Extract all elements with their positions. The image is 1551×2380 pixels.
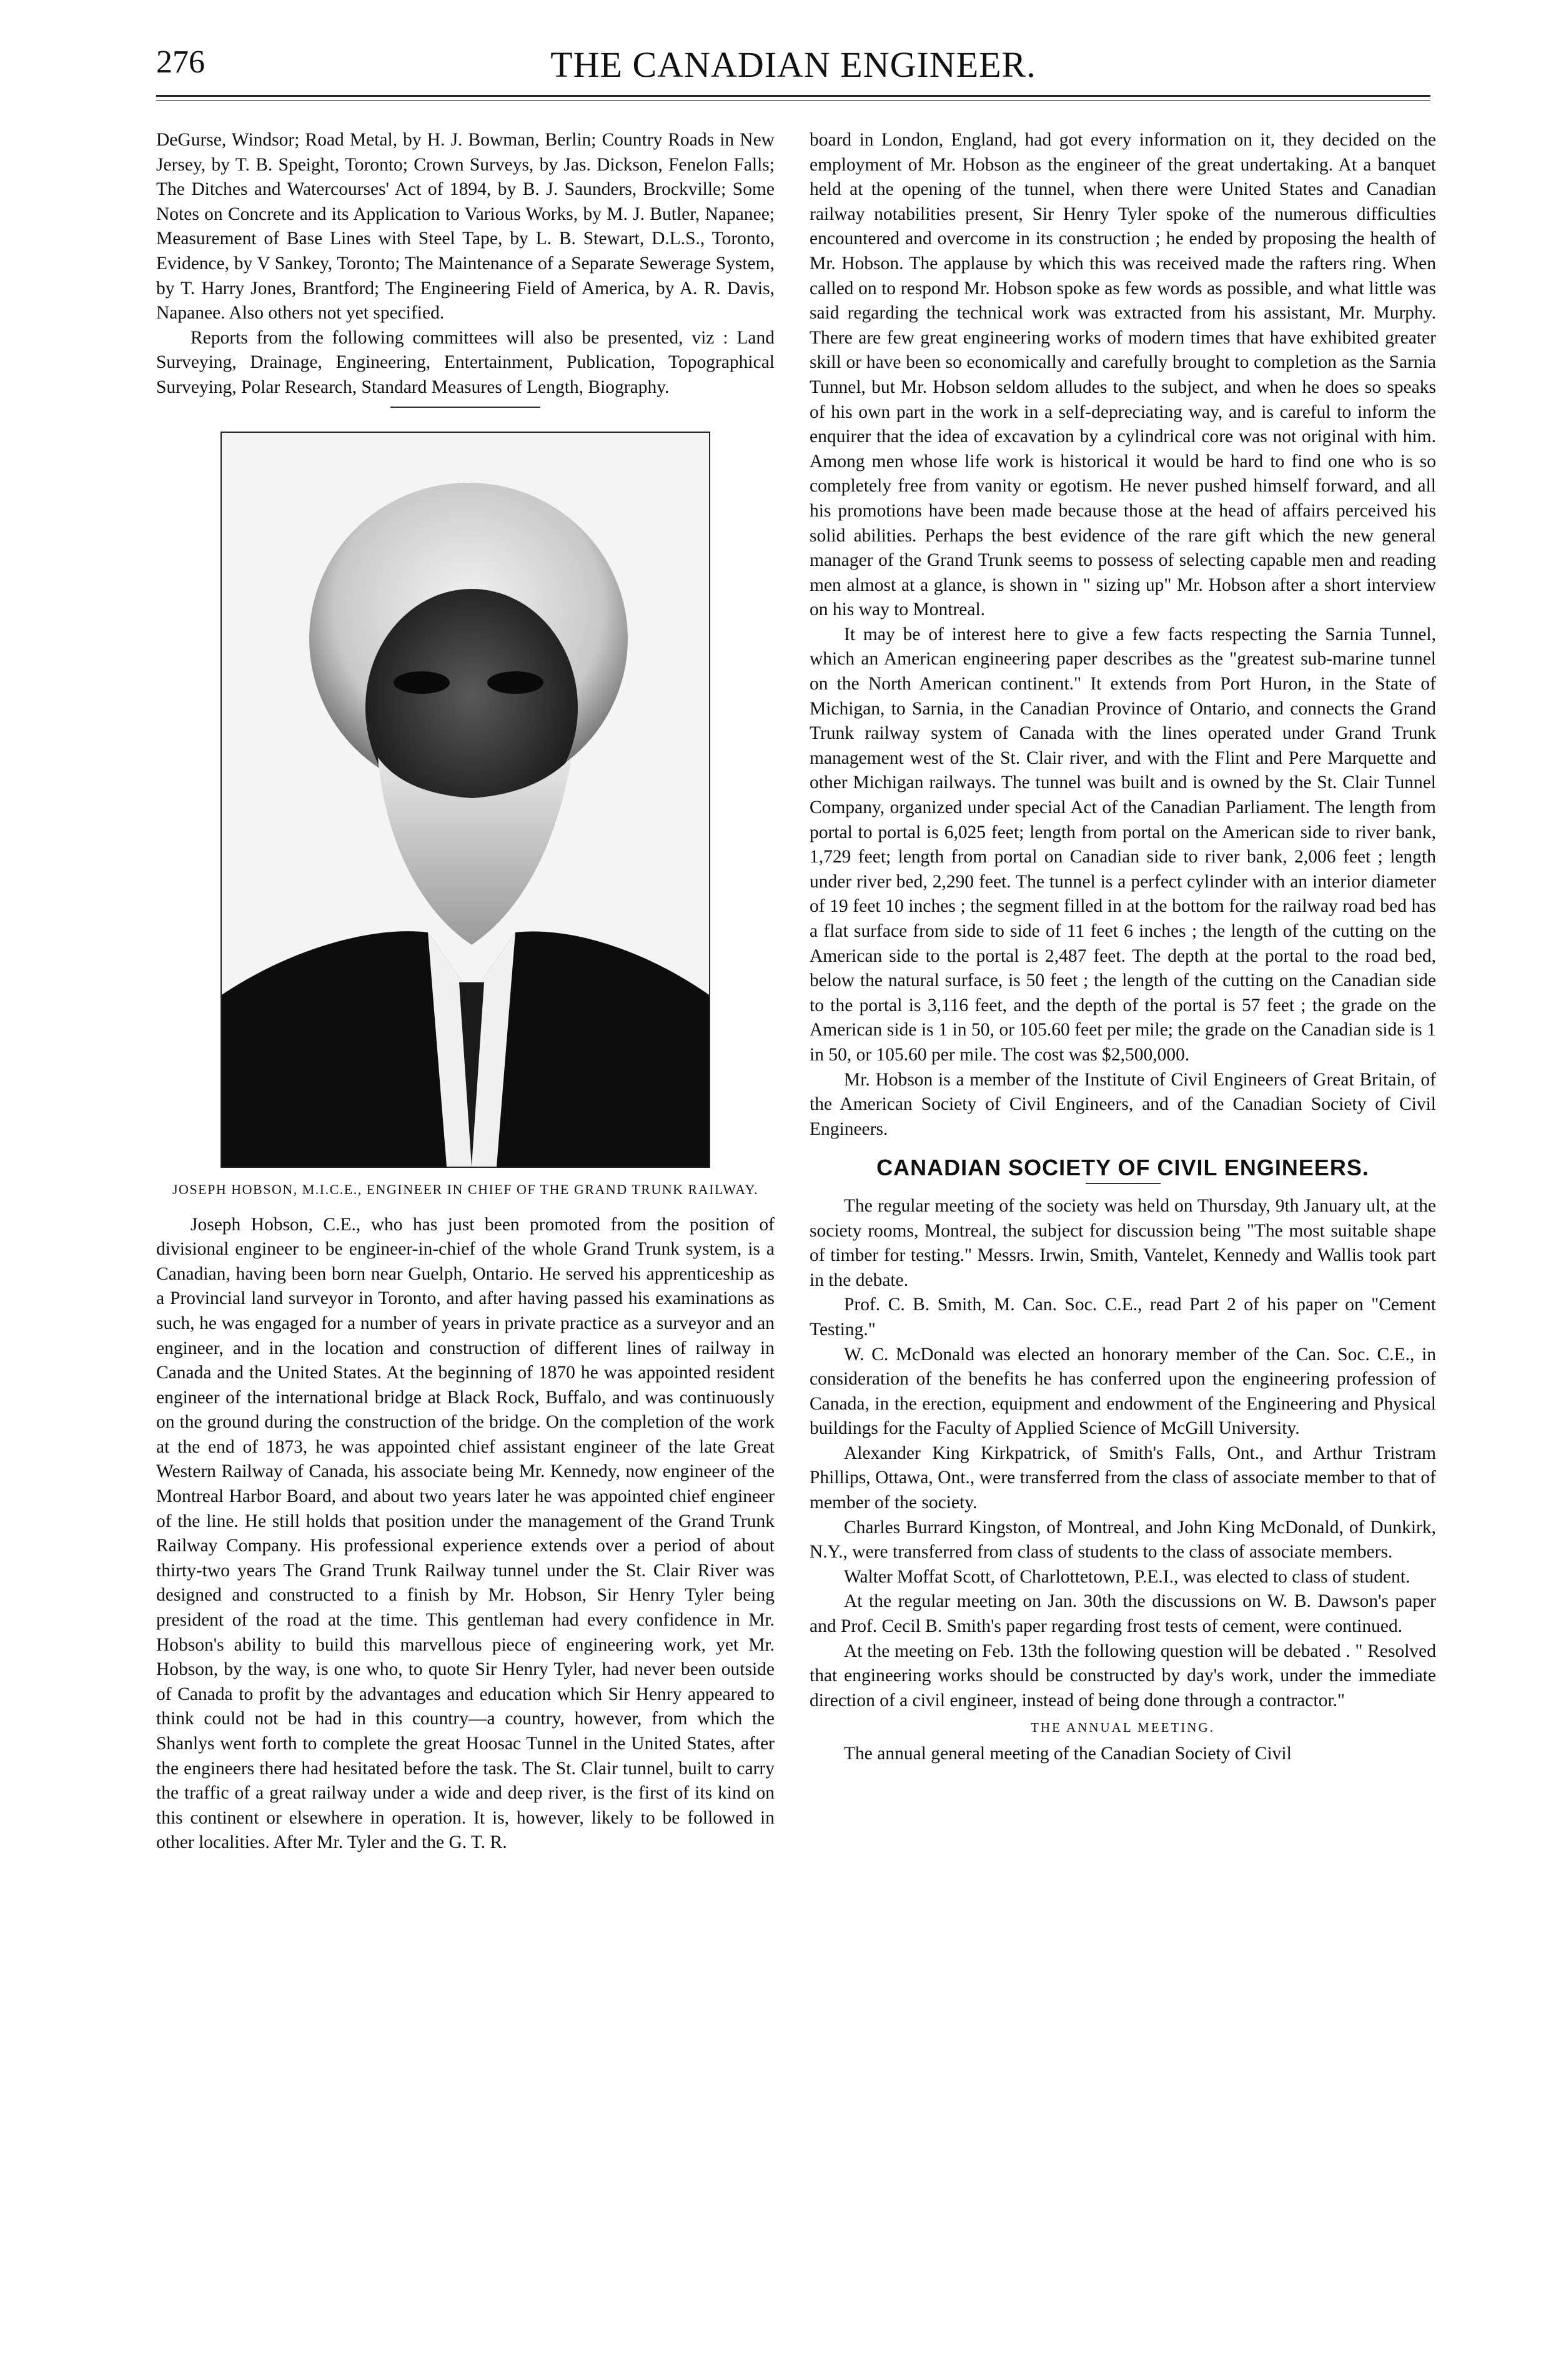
divider [1086, 1183, 1161, 1184]
section-heading: CANADIAN SOCIETY OF CIVIL ENGINEERS. [876, 1155, 1369, 1181]
page-number: 276 [156, 44, 205, 80]
paragraph: The regular meeting of the society was held on Thursday, 9th January ult, at the society rooms, Montreal, the subject for discussion being "The most suitable shape of timber for testing." Messrs. Irwin, Smith, Vantelet, Kennedy and Wallis took part in the debate. [810, 1195, 1436, 1290]
portrait-caption: JOSEPH HOBSON, M.I.C.E., ENGINEER IN CHIEF OF THE GRAND TRUNK RAILWAY. [172, 1181, 758, 1197]
right-column [810, 128, 1436, 1767]
portrait-photo [221, 432, 710, 1168]
paragraph: Reports from the following committees will also be presented, viz : Land Surveying, Drainage, Engineering, Entertainment, Publication, Topographical Surveying, Polar Research, Standard Measures of Length, Biography. [156, 327, 775, 397]
paragraph: Mr. Hobson is a member of the Institute of Civil Engineers of Great Britain, of the American Society of Civil Engineers, and of the Canadian Society of Civil Engineers. [810, 1069, 1436, 1139]
paragraph: Joseph Hobson, C.E., who has just been promoted from the position of divisional engineer to be engineer-in-chief of the whole Grand Trunk system, is a Canadian, having been born near Guelph, Ontario. He served his apprenticeship as a Provincial land surveyor in Toronto, and after having passed his examinations as such, he was engaged for a number of years in private practice as a surveyor and an engineer, and in the location and construction of different lines of railway in Canada and the United States. At the beginning of 1870 he was appointed resident engineer of the international bridge at Black Rock, Buffalo, and was continuously on the ground during the construction of the bridge. On the completion of the work at the end of 1873, he was appointed chief assistant engineer of the late Great Western Railway of Canada, his associate being Mr. Kennedy, now engineer of the Montreal Harbor Board, and about two years later he was appointed chief engineer of the line. He still holds that position under the management of the Grand Trunk Railway Company. His professional experience extends over a period of about thirty-two years The Grand Trunk Railway tunnel under the St. Clair River was designed and constructed to a finish by Mr. Hobson, Sir Henry Tyler being president of the road at the time. This gentleman had every confidence in Mr. Hobson's ability to build this marvellous piece of engineering work, yet Mr. Hobson, by the way, is one who, to quote Sir Henry Tyler, had never been outside of Canada to profit by the advantages and education which Sir Henry appeared to think could not be had in this country—a country, however, from which the Shanlys went forth to complete the great Hoosac Tunnel in the United States, after the engineers there had hesitated before the task. The St. Clair tunnel, built to carry the traffic of a great railway under a wide and deep river, is the first of its kind on this continent or elsewhere in operation. It is, however, likely to be followed in other localities. After Mr. Tyler and the G. T. R. [156, 1214, 775, 1853]
paragraph: The annual general meeting of the Canadian Society of Civil [844, 1744, 1292, 1764]
paragraph: Alexander King Kirkpatrick, of Smith's Falls, Ont., and Arthur Tristram Phillips, Ottawa, Ont., were transferred from the class of associate member to that of member of the society. [810, 1443, 1436, 1513]
paragraph: DeGurse, Windsor; Road Metal, by H. J. Bowman, Berlin; Country Roads in New Jersey, by T. B. Speight, Toronto; Crown Surveys, by Jas. Dickson, Fenelon Falls; The Ditches and Watercourses' Act of 1894, by B. J. Saunders, Brockville; Some Notes on Concrete and its Application to Various Works, by M. J. Butler, Napanee; Measurement of Base Lines with Steel Tape, by L. B. Stewart, D.L.S., Toronto, Evidence, by V Sankey, Toronto; The Maintenance of a Separate Sewerage System, by T. Harry Jones, Brantford; The Engineering Field of America, by A. R. Davis, Napanee. Also others not yet specified. [156, 130, 775, 323]
portrait-illustration [222, 433, 709, 1167]
paragraph: It may be of interest here to give a few facts respecting the Sarnia Tunnel, which an American engineering paper describes as the "greatest sub-marine tunnel on the North American continent." It extends from Port Huron, in the State of Michigan, to Sarnia, in the Canadian Province of Ontario, and connects the Grand Trunk railway system of Canada with the lines operated under Grand Trunk management west of the St. Clair river, and with the Flint and Pere Marquette and other Michigan railways. The tunnel was built and is owned by the St. Clair Tunnel Company, organized under special Act of the Canadian Parliament. The length from portal to portal is 6,025 feet; length from portal on the American side to river bank, 1,729 feet; length from portal on Canadian side to river bank, 2,006 feet ; length under river bed, 2,290 feet. The tunnel is a perfect cylinder with an interior diameter of 19 feet 10 inches ; the segment filled in at the bottom for the railway road bed has a flat surface from side to side of 11 feet 6 inches ; the length of the cutting on the American side to the portal is 2,487 feet. The depth at the portal to the road bed, below the natural surface, is 50 feet ; the length of the cutting on the Canadian side to the portal is 3,116 feet, and the depth of the portal is 57 feet ; the grade on the American side is 1 in 50, or 105.60 feet per mile; the grade on the Canadian side is 1 in 50, or 105.60 per mile. The cost was $2,500,000. [810, 624, 1436, 1065]
page-header [156, 44, 1430, 87]
left-column [156, 128, 775, 1855]
paragraph: At the meeting on Feb. 13th the following question will be debated . " Resolved that engineering works should be constructed by day's work, under the immediate direction of a civil engineer, instead of being done through a contractor." [810, 1641, 1436, 1711]
divider [390, 407, 540, 408]
journal-title: THE CANADIAN ENGINEER. [550, 44, 1036, 85]
paragraph: Prof. C. B. Smith, M. Can. Soc. C.E., read Part 2 of his paper on "Cement Testing." [810, 1295, 1436, 1340]
header-rule-thin [156, 100, 1430, 101]
header-rule [156, 95, 1430, 97]
paragraph: Charles Burrard Kingston, of Montreal, and John King McDonald, of Dunkirk, N.Y., were transferred from class of students to the class of associate members. [810, 1517, 1436, 1563]
paragraph: Walter Moffat Scott, of Charlottetown, P.E.I., was elected to class of student. [844, 1566, 1410, 1587]
paragraph: board in London, England, had got every information on it, they decided on the employment of Mr. Hobson as the engineer of the great undertaking. At a banquet held at the opening of the tunnel, when there were United States and Canadian railway notabilities present, Sir Henry Tyler spoke of the numerous difficulties encountered and overcome in its construction ; he ended by proposing the health of Mr. Hobson. The applause by which this was received made the rafters ring. When called on to respond Mr. Hobson spoke as few words as possible, and what little was said regarding the technical work was extracted from his assistant, Mr. Murphy. There are few great engineering works of modern times that have exhibited greater skill or have been so economically and carefully brought to completion as the Sarnia Tunnel, but Mr. Hobson seldom alludes to the subject, and when he does so speaks of his own part in the work in a self-depreciating way, and is careful to inform the enquirer that the idea of excavation by a cylindrical core was not original with him. Among men whose life work is historical it would be hard to find one who is so completely free from vanity or egotism. He never pushed himself forward, and all his promotions have been made because those at the head of affairs perceived his solid abilities. Perhaps the best evidence of the rare gift which the new general manager of the Grand Trunk seems to possess of selecting capable men and reading men almost at a glance, is shown in " sizing up" Mr. Hobson after a short interview on his way to Montreal. [810, 130, 1436, 620]
paragraph: W. C. McDonald was elected an honorary member of the Can. Soc. C.E., in consideration of the benefits he has conferred upon the engineering profession of Canada, in the erection, equipment and endowment of the Engineering and Physical buildings for the Faculty of Applied Science of McGill University. [810, 1344, 1436, 1439]
subheading: THE ANNUAL MEETING. [1031, 1720, 1215, 1736]
paragraph: At the regular meeting on Jan. 30th the discussions on W. B. Dawson's paper and Prof. Cecil B. Smith's paper regarding frost tests of cement, were continued. [810, 1591, 1436, 1637]
